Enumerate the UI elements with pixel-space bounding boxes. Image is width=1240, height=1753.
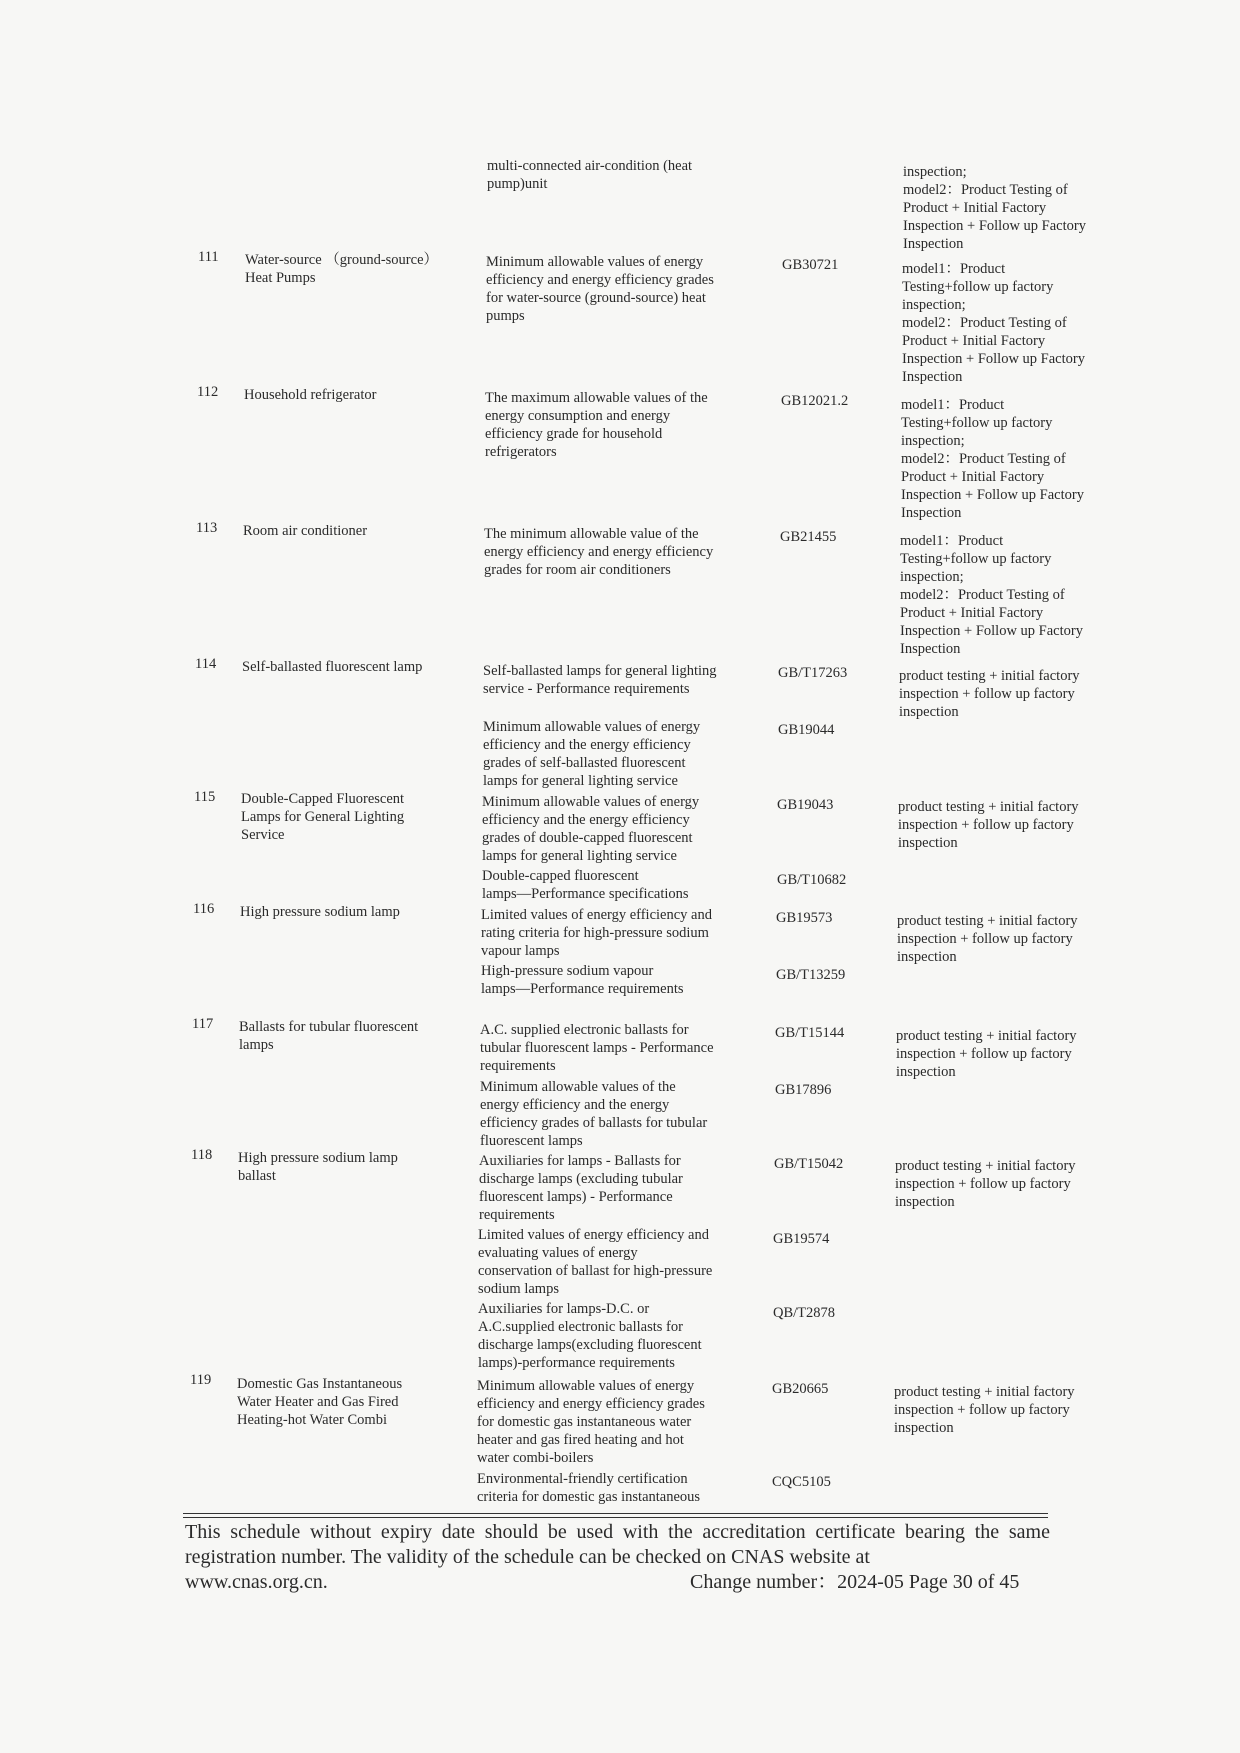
standard-code: GB19044: [778, 722, 835, 738]
standard-name: Minimum allowable values of energy efficiency and energy efficiency grades for domestic gas instantaneous water heater and gas fired heating and hot water combi-boilers: [477, 1378, 705, 1466]
standard-name: Limited values of energy efficiency and rating criteria for high-pressure sodium vapour lamps: [481, 907, 712, 959]
certification-mode: product testing + initial factory inspection + follow up factory inspection: [896, 1028, 1077, 1080]
standard-name: Auxiliaries for lamps-D.C. or A.C.supplied electronic ballasts for discharge lamps(excluding fluorescent lamps)-performance requirements: [478, 1301, 702, 1371]
standard-name: A.C. supplied electronic ballasts for tubular fluorescent lamps - Performance requirements: [480, 1022, 714, 1074]
certification-mode: inspection; model2：Product Testing of Product + Initial Factory Inspection + Follow up Factory Inspection: [903, 164, 1086, 252]
certification-mode: product testing + initial factory inspection + follow up factory inspection: [895, 1158, 1076, 1210]
item-number: 119: [190, 1372, 212, 1388]
standard-name: Auxiliaries for lamps - Ballasts for discharge lamps (excluding tubular fluorescent lamps) - Performance requirements: [479, 1153, 683, 1223]
certification-mode: product testing + initial factory inspection + follow up factory inspection: [899, 668, 1080, 720]
standard-name: Minimum allowable values of energy efficiency and the energy efficiency grades of self-ballasted fluorescent lamps for general lighting service: [483, 719, 701, 789]
item-number: 118: [191, 1147, 213, 1163]
standard-name: Minimum allowable values of the energy efficiency and the energy efficiency grades of ballasts for tubular fluorescent lamps: [480, 1079, 708, 1149]
standard-code: CQC5105: [772, 1474, 831, 1490]
product-name: Room air conditioner: [243, 523, 368, 539]
product-name: Ballasts for tubular fluorescent lamps: [239, 1019, 419, 1053]
standard-code: GB12021.2: [781, 393, 849, 409]
standard-code: GB/T10682: [777, 872, 847, 888]
standard-name: Double-capped fluorescent lamps—Performance specifications: [482, 868, 689, 902]
certification-mode: product testing + initial factory inspection + follow up factory inspection: [894, 1384, 1075, 1436]
standard-code: GB20665: [772, 1381, 829, 1397]
standard-code: GB30721: [782, 257, 839, 273]
footer-note: This schedule without expiry date should be used with the accreditation certificate bearing the same registration number. The validity of the schedule can be checked on CNAS website at: [185, 1521, 1050, 1568]
standard-code: GB21455: [780, 529, 837, 545]
standard-name: Minimum allowable values of energy efficiency and the energy efficiency grades of double-capped fluorescent lamps for general lighting service: [482, 794, 700, 864]
cnas-website-link[interactable]: www.cnas.org.cn.: [185, 1571, 328, 1593]
certification-mode: model1：Product Testing+follow up factory inspection; model2：Product Testing of Product + Initial Factory Inspection + Follow up Factory Inspection: [900, 533, 1083, 657]
standard-name: multi-connected air-condition (heat pump)unit: [487, 158, 693, 192]
standard-name: Environmental-friendly certification criteria for domestic gas instantaneous: [477, 1471, 701, 1505]
product-name: Water-source （ground-source） Heat Pumps: [245, 252, 439, 286]
product-name: Self-ballasted fluorescent lamp: [242, 659, 423, 675]
standard-code: GB19043: [777, 797, 834, 813]
standard-code: GB17896: [775, 1082, 832, 1098]
product-name: High pressure sodium lamp: [240, 904, 400, 920]
certification-mode: model1：Product Testing+follow up factory inspection; model2：Product Testing of Product + Initial Factory Inspection + Follow up Factory Inspection: [901, 397, 1084, 521]
standard-name: Minimum allowable values of energy efficiency and energy efficiency grades for water-source (ground-source) heat pumps: [486, 254, 714, 324]
item-number: 111: [198, 249, 219, 265]
item-number: 113: [196, 520, 218, 536]
item-number: 116: [193, 901, 215, 917]
product-name: High pressure sodium lamp ballast: [238, 1150, 398, 1184]
standard-code: GB/T15144: [775, 1025, 845, 1041]
certification-mode: product testing + initial factory inspection + follow up factory inspection: [897, 913, 1078, 965]
standard-code: GB/T15042: [774, 1156, 844, 1172]
item-number: 115: [194, 789, 216, 805]
standard-name: The minimum allowable value of the energy efficiency and energy efficiency grades for room air conditioners: [484, 526, 714, 578]
standard-code: GB19573: [776, 910, 833, 926]
standard-code: GB19574: [773, 1231, 830, 1247]
standard-name: Limited values of energy efficiency and evaluating values of energy conservation of ballast for high-pressure sodium lamps: [478, 1227, 713, 1297]
footer-divider: [183, 1517, 1048, 1518]
footer-divider: [183, 1513, 1048, 1514]
change-number: Change number：2024-05 Page 30 of 45: [690, 1571, 1020, 1593]
standard-code: QB/T2878: [773, 1305, 836, 1321]
item-number: 117: [192, 1016, 214, 1032]
certification-mode: product testing + initial factory inspection + follow up factory inspection: [898, 799, 1079, 851]
product-name: Double-Capped Fluorescent Lamps for General Lighting Service: [241, 791, 405, 843]
standard-name: Self-ballasted lamps for general lighting service - Performance requirements: [483, 663, 717, 697]
standard-code: GB/T13259: [776, 967, 846, 983]
certification-mode: model1：Product Testing+follow up factory inspection; model2：Product Testing of Product + Initial Factory Inspection + Follow up Factory Inspection: [902, 261, 1085, 385]
standard-name: High-pressure sodium vapour lamps—Performance requirements: [481, 963, 684, 997]
product-name: Domestic Gas Instantaneous Water Heater and Gas Fired Heating-hot Water Combi: [237, 1376, 403, 1428]
standard-name: The maximum allowable values of the energy consumption and energy efficiency grade for household refrigerators: [485, 390, 708, 460]
item-number: 114: [195, 656, 217, 672]
item-number: 112: [197, 384, 219, 400]
standard-code: GB/T17263: [778, 665, 848, 681]
product-name: Household refrigerator: [244, 387, 377, 403]
